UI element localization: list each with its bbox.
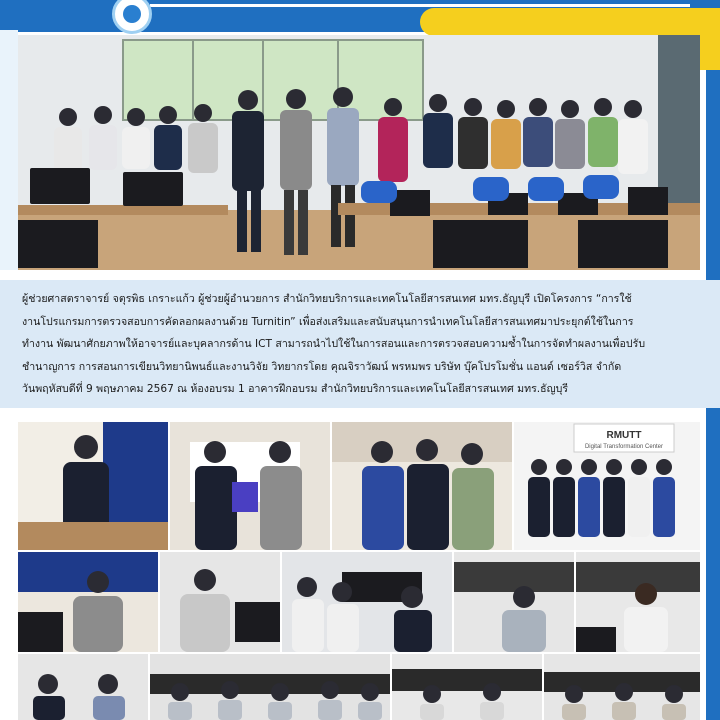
photo-classroom-2-illustration: [392, 654, 542, 720]
caption-line: ทำงาน พัฒนาศักยภาพให้อาจารย์และบุคลากรด้าน ICT สามารถนำไปใช้ในการสอนและการตรวจสอบความซ้ำในการจัดทำผลงานเพื่อปรับ: [22, 338, 646, 350]
photo-classroom-3: [544, 654, 700, 720]
photo-classroom-2: [392, 654, 542, 720]
photo-participant-5-illustration: [576, 552, 700, 652]
hero-group-photo: [18, 35, 700, 270]
photo-certificate: [170, 422, 330, 550]
banner-yellow-accent: [420, 8, 720, 36]
signage-title: RMUTT: [606, 430, 642, 441]
photo-participant-2: [160, 552, 280, 652]
photo-classroom-1: [150, 654, 390, 720]
left-accent-strip: [0, 30, 18, 270]
photo-certificate-illustration: [170, 422, 330, 550]
photo-participant-6-illustration: [18, 654, 148, 720]
photo-speaker: [18, 422, 168, 550]
group-photo-illustration: [18, 35, 700, 270]
photo-participant-3: [282, 552, 452, 652]
banner-line: [150, 4, 690, 7]
photo-participant-4-illustration: [454, 552, 574, 652]
photo-speaker-illustration: [18, 422, 168, 550]
photo-participant-1-illustration: [18, 552, 158, 652]
photo-classroom-1-illustration: [150, 654, 390, 720]
caption-line: ชำนาญการ การสอนการเขียนวิทยานิพนธ์และงานวิจัย วิทยากรโดย คุณจิราวัฒน์ พรหมพร บริษัท บุ๊คโปรโมชั่น แอนด์ เซอร์วิส จำกัด: [22, 360, 622, 373]
photo-classroom-3-illustration: [544, 654, 700, 720]
signage-subtitle: Digital Transformation Center: [584, 444, 664, 450]
photo-group-small: [332, 422, 512, 550]
photo-participant-4: [454, 552, 574, 652]
caption-line: งานโปรแกรมการตรวจสอบการคัดลอกผลงานด้วย Turnitin” เพื่อส่งเสริมและสนับสนุนการนำเทคโนโลยีสารสนเทศมาประยุกต์ใช้ในการ: [22, 315, 634, 328]
photo-signage-group-illustration: [514, 422, 700, 550]
photo-group-small-illustration: [332, 422, 512, 550]
photo-participant-1: [18, 552, 158, 652]
photo-signage-group: [514, 422, 700, 550]
caption-line: วันพฤหัสบดีที่ 9 พฤษภาคม 2567 ณ ห้องอบรม 1 อาคารฝึกอบรม สำนักวิทยบริการและเทคโนโลยีสารสนเทศ มทร.ธัญบุรี: [22, 383, 569, 395]
photo-collage: [18, 420, 700, 720]
photo-participant-3-illustration: [282, 552, 452, 652]
caption-line: ผู้ช่วยศาสตราจารย์ จตุรพิธ เกราะแก้ว ผู้ช่วยผู้อำนวยการ สำนักวิทยบริการและเทคโนโลยีสารสนเทศ มทร.ธัญบุรี เปิดโครงการ “การใช้: [22, 293, 632, 305]
event-caption: [22, 288, 698, 401]
photo-participant-2-illustration: [160, 552, 280, 652]
photo-participant-6: [18, 654, 148, 720]
photo-participant-5: [576, 552, 700, 652]
logo-dot: [123, 5, 141, 23]
